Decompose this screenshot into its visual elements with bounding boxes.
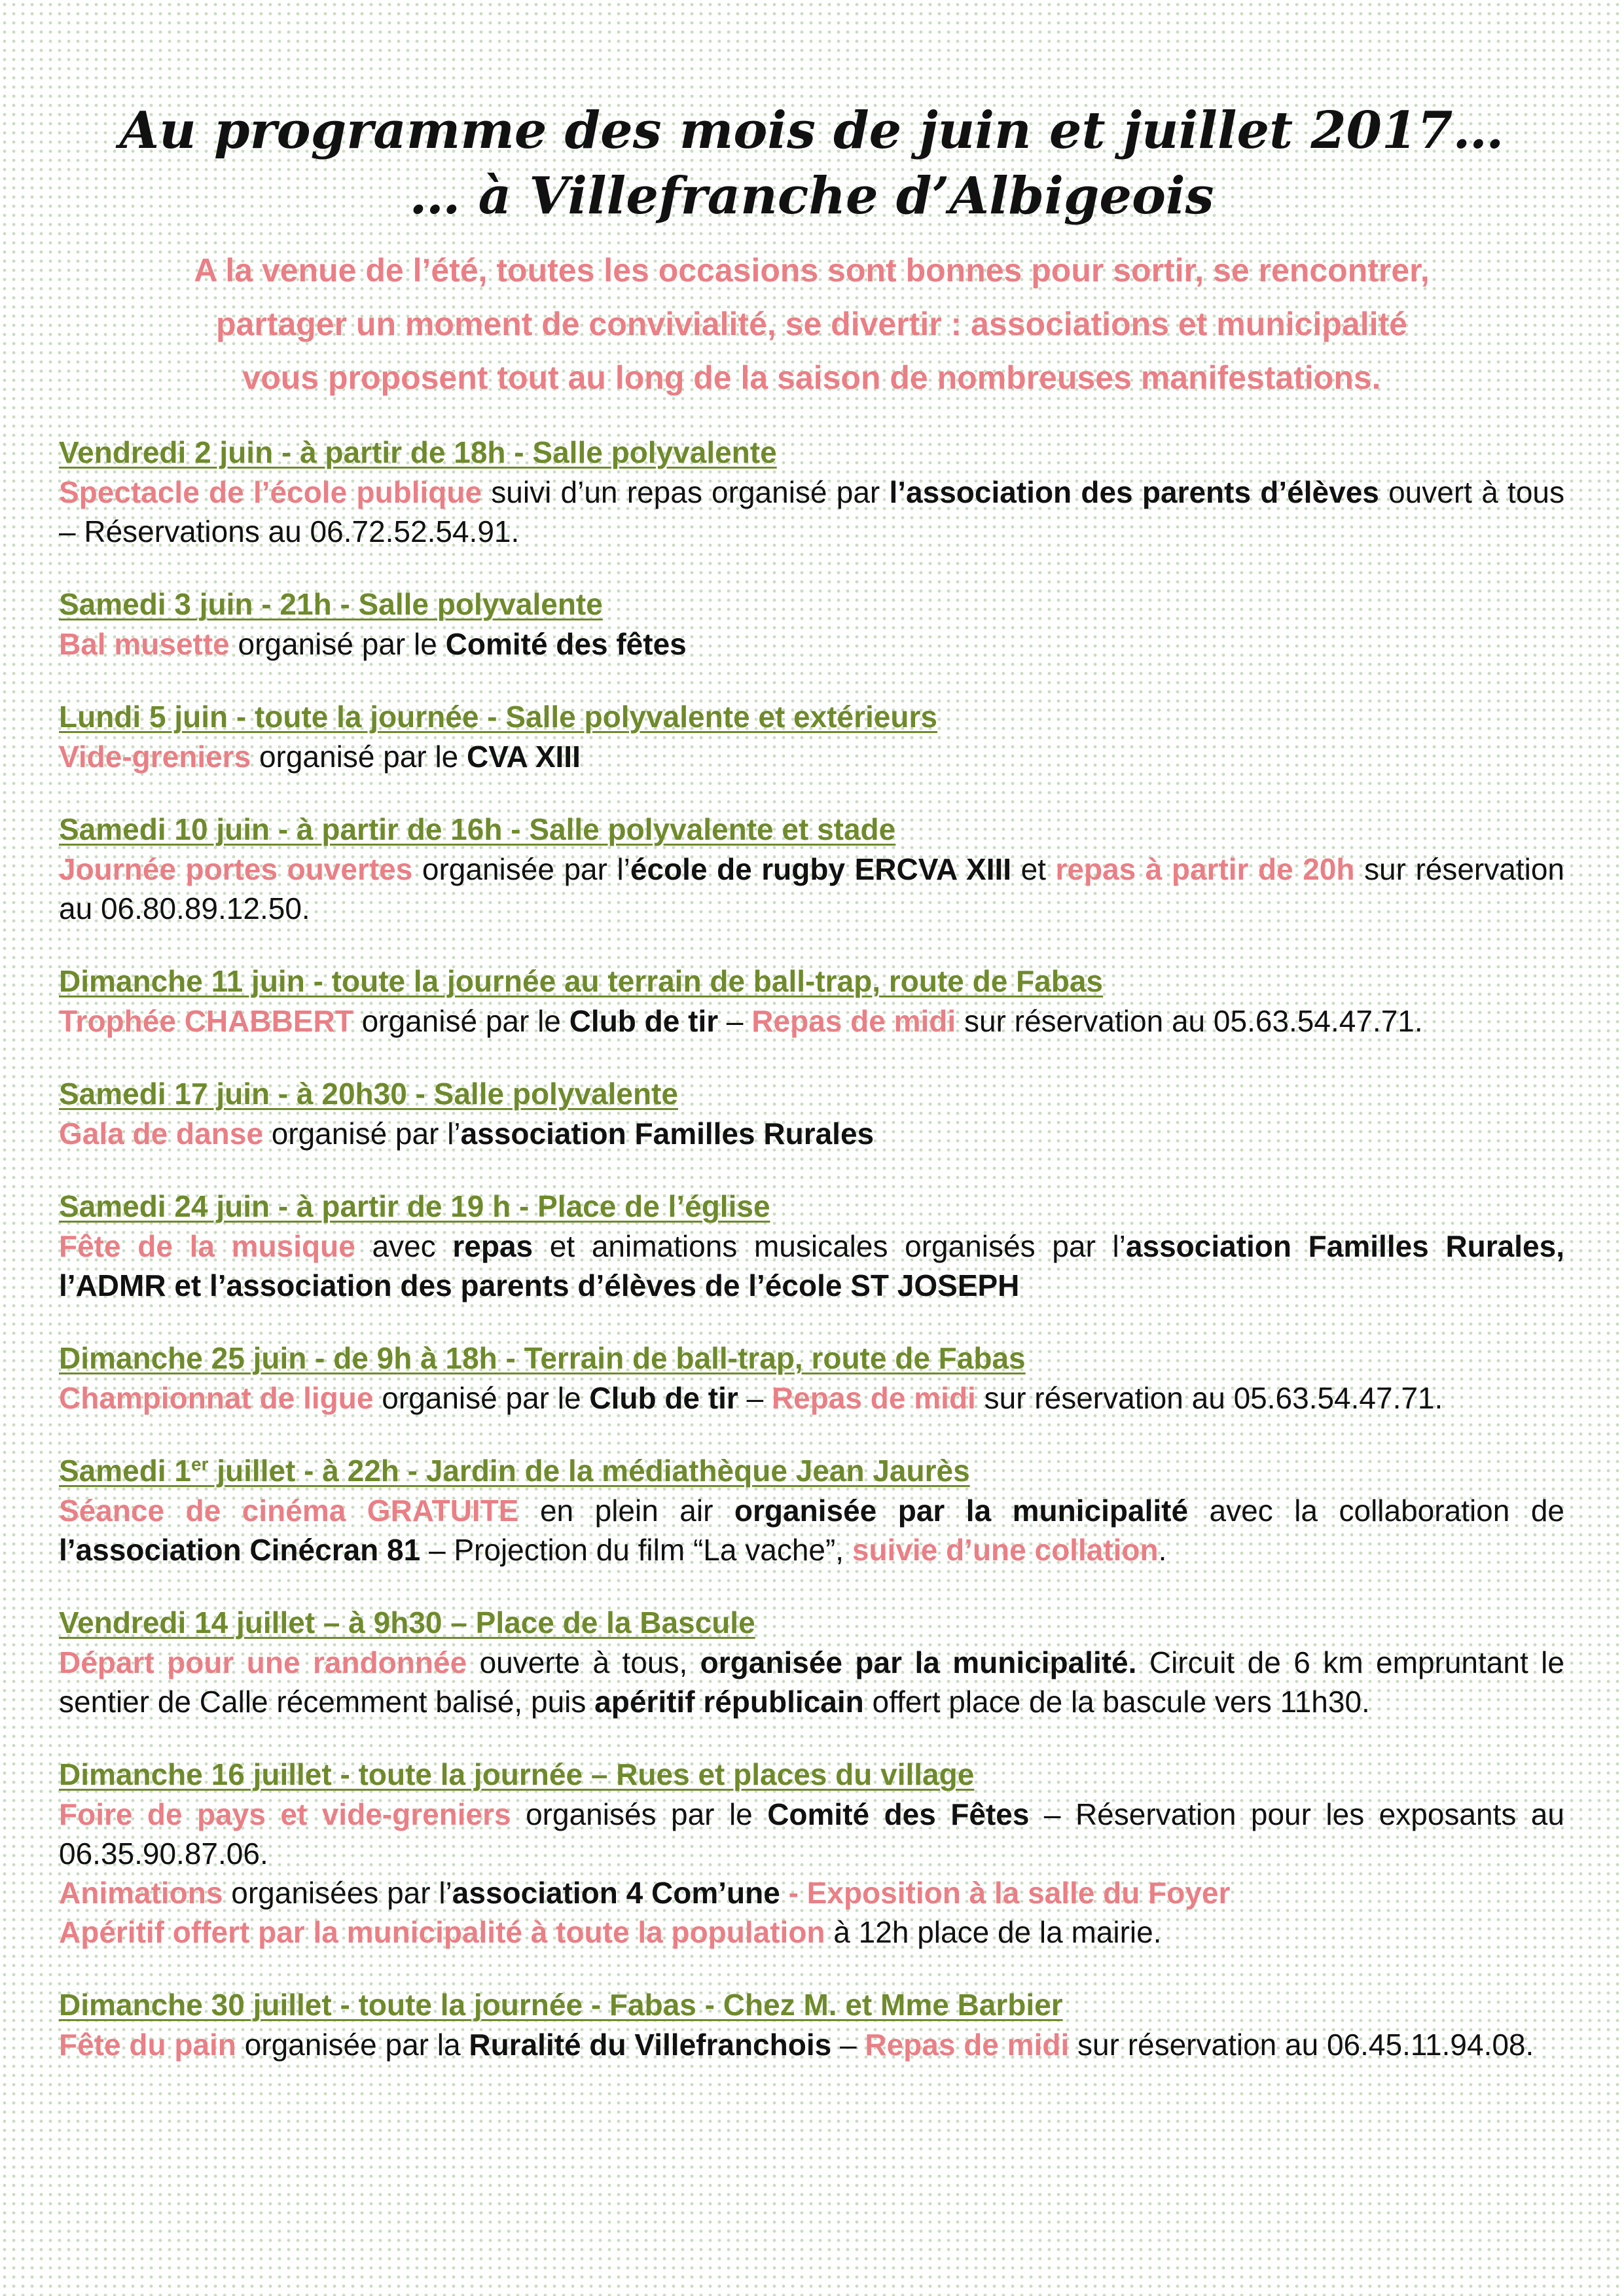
event-text: offert place de la bascule vers 11h30. bbox=[863, 1685, 1370, 1719]
event-description bbox=[59, 850, 1564, 928]
event-highlight: Foire de pays et vide-greniers bbox=[59, 1797, 511, 1831]
event-text: organisée par l’ bbox=[412, 852, 630, 886]
event-heading-text: juillet - à 22h - Jardin de la médiathèque Jean Jaurès bbox=[208, 1454, 970, 1488]
event-bold-text: repas bbox=[452, 1229, 533, 1263]
event-highlight: repas à partir de 20h bbox=[1055, 852, 1355, 886]
event-organizer: organisée par la municipalité. bbox=[700, 1645, 1137, 1679]
event-highlight: Animations bbox=[59, 1876, 223, 1910]
event-text: organisées par l’ bbox=[223, 1876, 452, 1910]
event-highlight: Repas de midi bbox=[751, 1004, 956, 1038]
event-highlight: Repas de midi bbox=[771, 1381, 976, 1415]
event-highlight: Repas de midi bbox=[865, 2028, 1070, 2062]
event-highlight: suivie d’une collation bbox=[852, 1533, 1159, 1567]
event-item bbox=[59, 1338, 1564, 1418]
event-description bbox=[59, 473, 1564, 551]
event-highlight: Fête du pain bbox=[59, 2028, 236, 2062]
event-text: organisés par le bbox=[511, 1797, 768, 1831]
event-organizer: organisée par la municipalité bbox=[734, 1494, 1189, 1528]
event-text: – Réservation pour les exposants au 06.35.90.87.06. bbox=[59, 1797, 1564, 1871]
event-highlight: Gala de danse bbox=[59, 1117, 263, 1151]
event-item bbox=[59, 696, 1564, 776]
event-highlight: Bal musette bbox=[59, 627, 230, 661]
event-bold-text: apéritif républicain bbox=[594, 1685, 864, 1719]
event-organizer: Comité des fêtes bbox=[445, 627, 687, 661]
event-item bbox=[59, 1450, 1564, 1570]
event-heading: Vendredi 2 juin - à partir de 18h - Salle polyvalente bbox=[59, 435, 777, 469]
event-text: organisé par le bbox=[373, 1381, 590, 1415]
page-title bbox=[59, 98, 1564, 229]
event-text: sur réservation au 05.63.54.47.71. bbox=[975, 1381, 1443, 1415]
event-text: – bbox=[718, 1004, 752, 1038]
event-organizer: association 4 Com’une bbox=[452, 1876, 780, 1910]
title-line-1: Au programme des mois de juin et juillet 2017… bbox=[119, 101, 1504, 160]
event-text: organisé par le bbox=[353, 1004, 569, 1038]
event-item bbox=[59, 432, 1564, 551]
event-text: avec bbox=[355, 1229, 453, 1263]
intro-line-2: partager un moment de convivialité, se divertir : associations et municipalité bbox=[216, 306, 1407, 342]
event-organizer: Ruralité du Villefranchois bbox=[469, 2028, 832, 2062]
event-line bbox=[59, 1873, 1564, 1912]
event-highlight: - Exposition à la salle du Foyer bbox=[780, 1876, 1231, 1910]
event-heading-text: Samedi 1 bbox=[59, 1454, 191, 1488]
event-heading: Samedi 3 juin - 21h - Salle polyvalente bbox=[59, 587, 603, 621]
event-text: organisé par l’ bbox=[262, 1117, 461, 1151]
event-highlight: Séance de cinéma GRATUITE bbox=[59, 1494, 519, 1528]
event-heading: Dimanche 30 juillet - toute la journée - Fabas - Chez M. et Mme Barbier bbox=[59, 1988, 1063, 2022]
event-organizer: Club de tir bbox=[569, 1004, 719, 1038]
event-text: sur réservation au 06.80.89.12.50. bbox=[59, 852, 1564, 925]
event-item bbox=[59, 584, 1564, 664]
event-list bbox=[59, 432, 1564, 2064]
event-highlight: Championnat de ligue bbox=[59, 1381, 374, 1415]
event-organizer: association Familles Rurales, l’ADMR et l’association des parents d’élèves de l’école ST JOSEPH bbox=[59, 1229, 1564, 1302]
event-description bbox=[59, 2025, 1564, 2064]
event-description bbox=[59, 624, 1564, 664]
event-organizer: l’association Cinécran 81 bbox=[59, 1533, 421, 1567]
event-description bbox=[59, 1795, 1564, 1952]
event-item bbox=[59, 1073, 1564, 1153]
event-item bbox=[59, 1754, 1564, 1952]
title-line-2: … à Villefranche d’Albigeois bbox=[409, 166, 1214, 226]
event-description bbox=[59, 1491, 1564, 1570]
event-line bbox=[59, 1912, 1564, 1952]
event-description bbox=[59, 1001, 1564, 1041]
event-text: sur réservation au 06.45.11.94.08. bbox=[1069, 2028, 1534, 2062]
event-text: et animations musicales organisés par l’ bbox=[533, 1229, 1126, 1263]
event-organizer: CVA XIII bbox=[467, 740, 581, 774]
event-highlight: Journée portes ouvertes bbox=[59, 852, 413, 886]
event-highlight: Apéritif offert par la municipalité à toute la population bbox=[59, 1915, 825, 1949]
event-heading: Dimanche 25 juin - de 9h à 18h - Terrain de ball-trap, route de Fabas bbox=[59, 1341, 1026, 1375]
event-highlight: Spectacle de l’école publique bbox=[59, 475, 482, 509]
event-text: organisé par le bbox=[251, 740, 467, 774]
event-highlight: Trophée CHABBERT bbox=[59, 1004, 353, 1038]
event-line bbox=[59, 1795, 1564, 1873]
intro-paragraph bbox=[59, 243, 1564, 404]
event-text: suivi d’un repas organisé par bbox=[482, 475, 890, 509]
event-text: organisée par la bbox=[236, 2028, 469, 2062]
intro-line-3: vous proposent tout au long de la saison de nombreuses manifestations. bbox=[242, 359, 1381, 396]
event-text: ouvert à tous – Réservations au 06.72.52.54.91. bbox=[59, 475, 1564, 548]
event-item bbox=[59, 1984, 1564, 2064]
event-text: organisé par le bbox=[229, 627, 446, 661]
program-flyer bbox=[59, 98, 1564, 2097]
event-highlight: Départ pour une randonnée bbox=[59, 1645, 467, 1679]
event-heading: Vendredi 14 juillet – à 9h30 – Place de la Bascule bbox=[59, 1605, 755, 1640]
event-highlight: Fête de la musique bbox=[59, 1229, 355, 1263]
event-text: à 12h place de la mairie. bbox=[825, 1915, 1162, 1949]
event-heading bbox=[59, 1450, 1564, 1491]
event-text: et bbox=[1011, 852, 1056, 886]
event-text: Circuit de 6 km empruntant le sentier de Calle récemment balisé, puis bbox=[59, 1645, 1564, 1719]
event-organizer: association Familles Rurales bbox=[460, 1117, 875, 1151]
event-text: en plein air bbox=[518, 1494, 734, 1528]
event-description bbox=[59, 1643, 1564, 1721]
event-item bbox=[59, 1602, 1564, 1721]
event-item bbox=[59, 961, 1564, 1041]
event-text: – bbox=[831, 2028, 865, 2062]
event-text: – Projection du film “La vache”, bbox=[420, 1533, 852, 1567]
event-item bbox=[59, 1186, 1564, 1305]
event-highlight: Vide-greniers bbox=[59, 740, 251, 774]
event-item bbox=[59, 809, 1564, 928]
event-text: avec la collaboration de bbox=[1188, 1494, 1564, 1528]
event-organizer: Club de tir bbox=[589, 1381, 738, 1415]
event-description bbox=[59, 1227, 1564, 1305]
event-heading: Samedi 17 juin - à 20h30 - Salle polyvalente bbox=[59, 1077, 678, 1111]
event-heading: Samedi 24 juin - à partir de 19 h - Place de l’église bbox=[59, 1189, 770, 1223]
event-text: – bbox=[738, 1381, 772, 1415]
event-text: sur réservation au 05.63.54.47.71. bbox=[956, 1004, 1423, 1038]
event-heading: Samedi 10 juin - à partir de 16h - Salle polyvalente et stade bbox=[59, 812, 896, 846]
event-organizer: Comité des Fêtes bbox=[767, 1797, 1030, 1831]
event-heading: Lundi 5 juin - toute la journée - Salle polyvalente et extérieurs bbox=[59, 700, 937, 734]
event-heading: Dimanche 16 juillet - toute la journée – Rues et places du village bbox=[59, 1757, 975, 1791]
event-organizer: école de rugby ERCVA XIII bbox=[630, 852, 1012, 886]
event-heading: Dimanche 11 juin - toute la journée au terrain de ball-trap, route de Fabas bbox=[59, 964, 1104, 998]
event-heading-superscript: er bbox=[191, 1454, 209, 1475]
event-description bbox=[59, 1114, 1564, 1153]
event-text: . bbox=[1158, 1533, 1167, 1567]
event-description bbox=[59, 1378, 1564, 1418]
event-organizer: l’association des parents d’élèves bbox=[889, 475, 1379, 509]
event-description bbox=[59, 737, 1564, 776]
event-text: ouverte à tous, bbox=[467, 1645, 700, 1679]
intro-line-1: A la venue de l’été, toutes les occasions sont bonnes pour sortir, se rencontrer, bbox=[194, 252, 1430, 289]
